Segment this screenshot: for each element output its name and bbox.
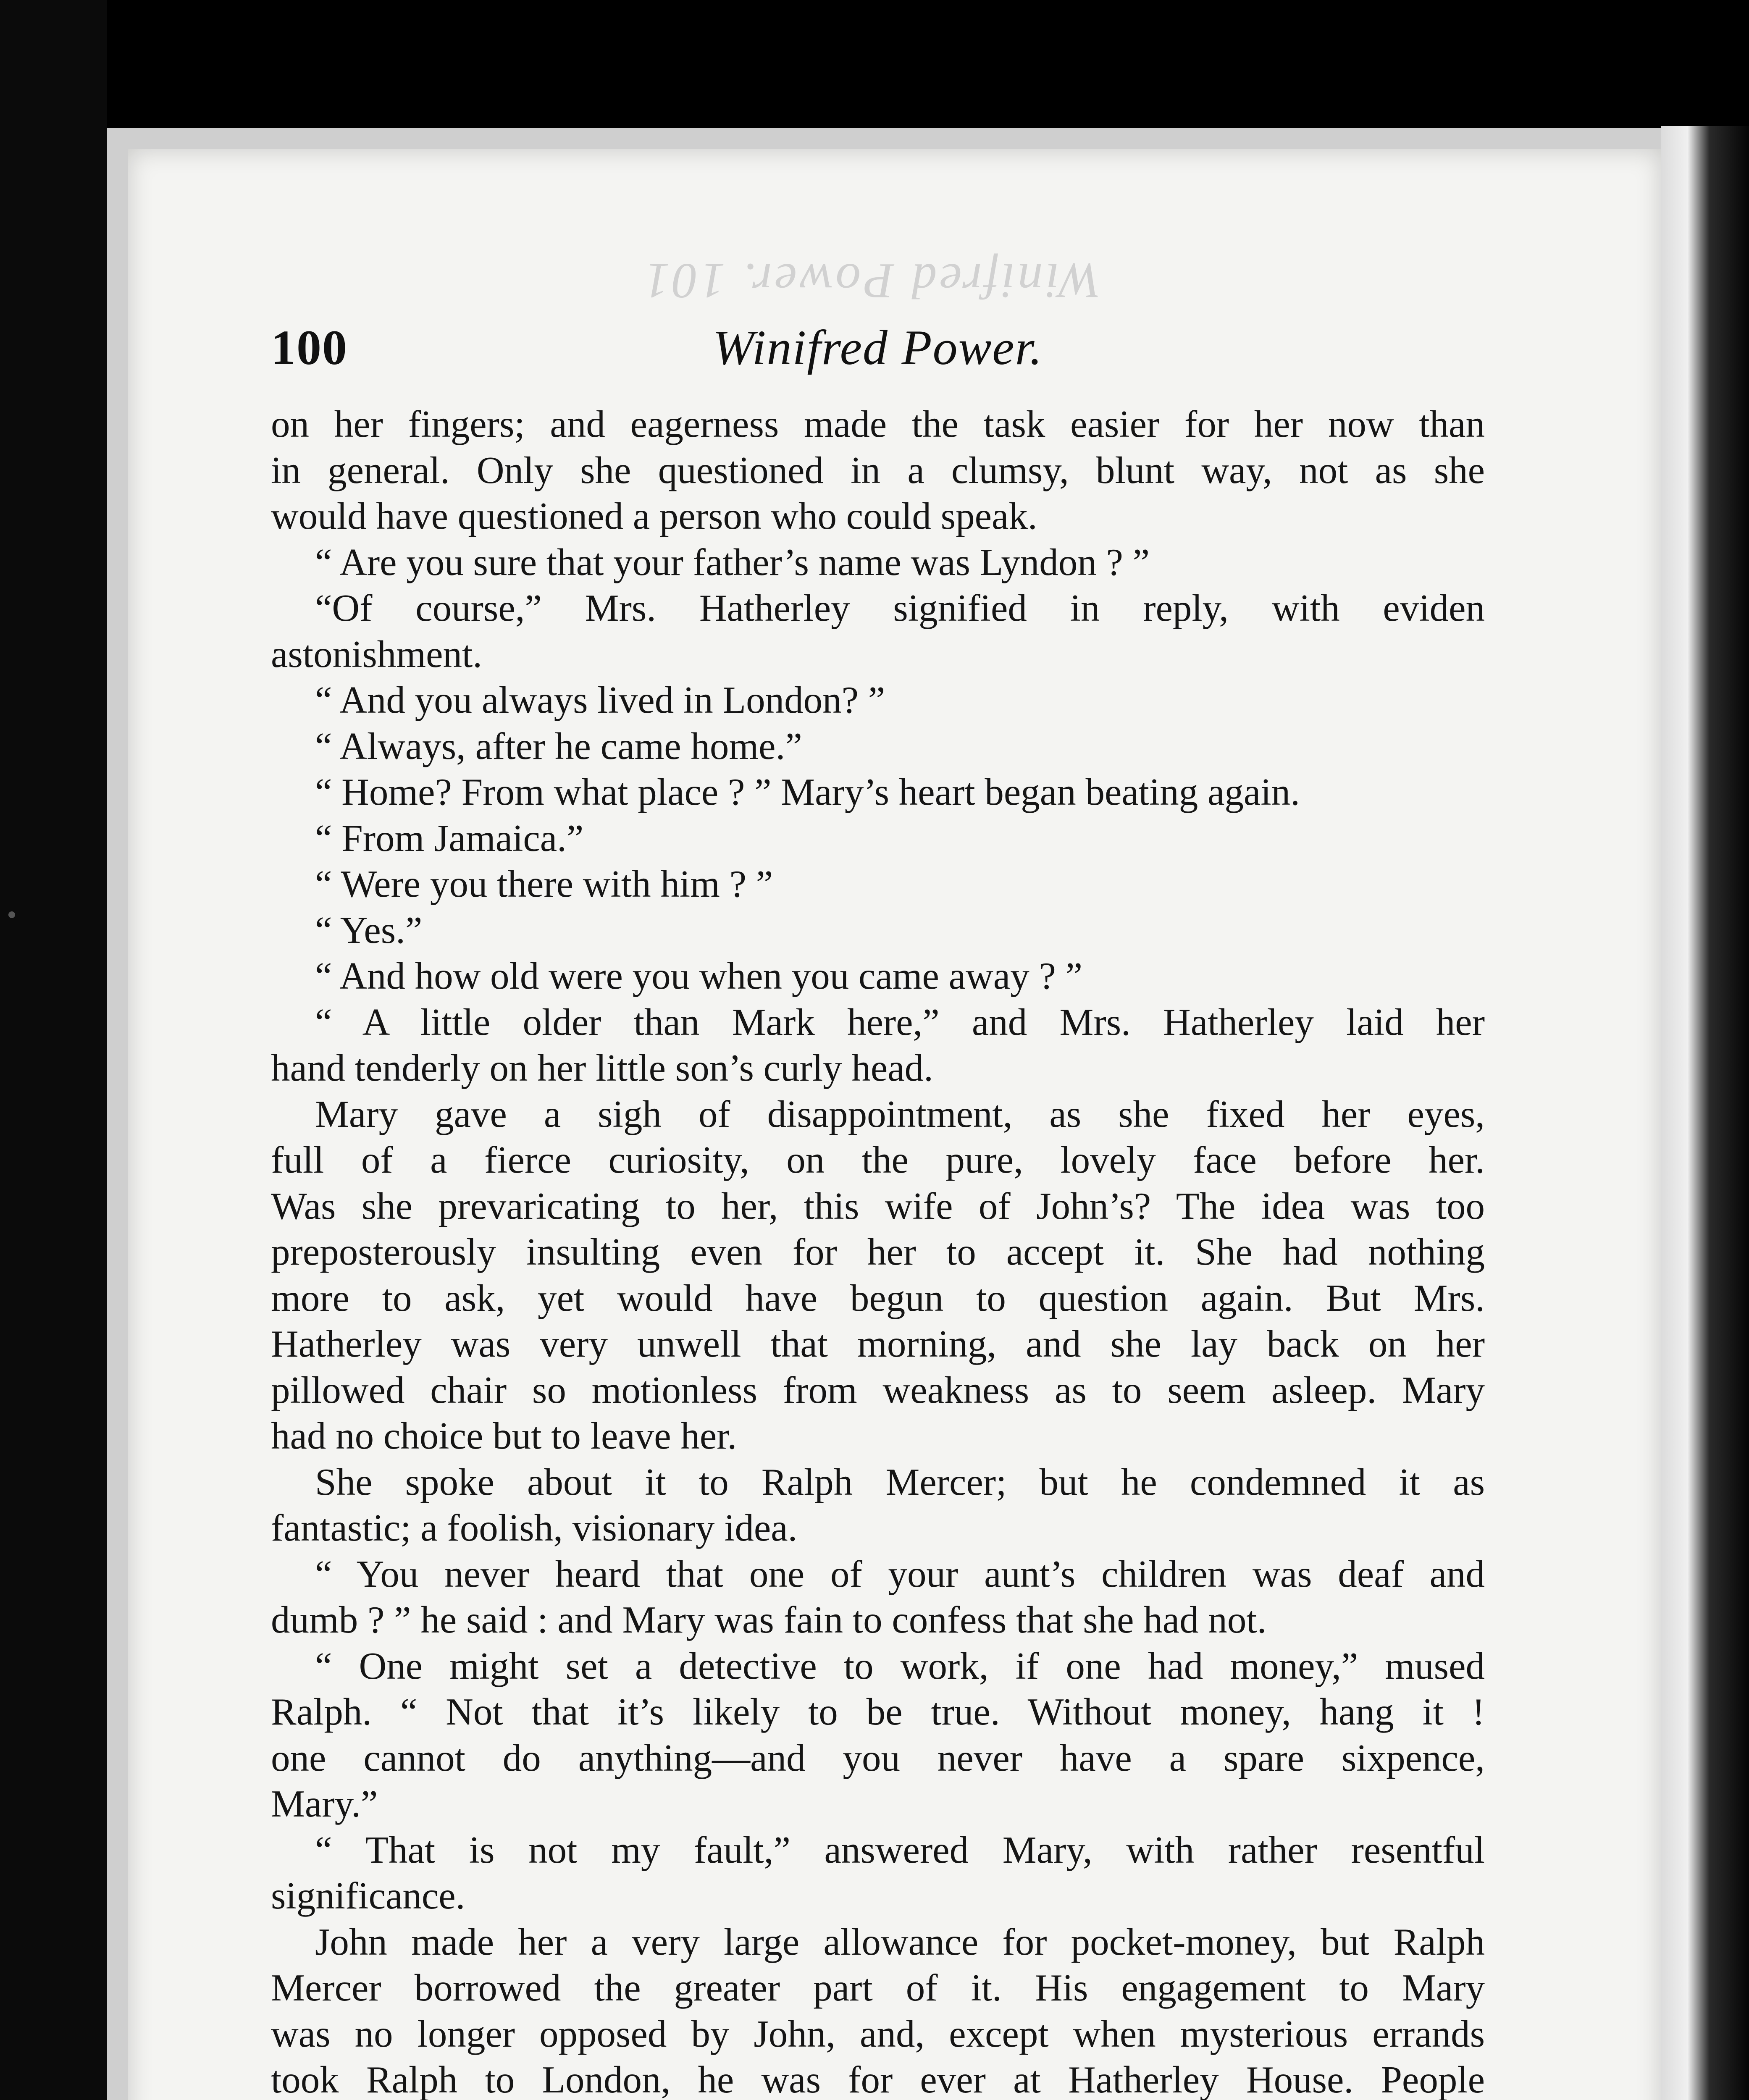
text-line: astonishment. xyxy=(271,633,482,675)
text-line: pillowed chair so motionless from weakness as to seem asleep. Mary xyxy=(271,1368,1485,1411)
text-line: “ One might set a detective to work, if one had money,” mused xyxy=(315,1644,1485,1687)
bleed-through-header: Winifred Power. 101 xyxy=(642,253,1101,309)
text-line: “ And how old were you when you came away ? ” xyxy=(315,955,1082,997)
text-line: more to ask, yet would have begun to question again. But Mrs. xyxy=(271,1276,1485,1319)
text-line: dumb ? ” he said : and Mary was fain to confess that she had not. xyxy=(271,1599,1267,1641)
text-line: “Of course,” Mrs. Hatherley signified in reply, with eviden xyxy=(315,587,1485,629)
text-line: was no longer opposed by John, and, except when mysterious errands xyxy=(271,2012,1485,2055)
body-text xyxy=(271,401,1485,2100)
text-line: “ Always, after he came home.” xyxy=(315,724,802,767)
text-line: Mercer borrowed the greater part of it. His engagement to Mary xyxy=(271,1966,1485,2009)
scan-left-edge xyxy=(0,0,107,2100)
text-line: significance. xyxy=(271,1874,465,1917)
text-line: “ Home? From what place ? ” Mary’s heart began beating again. xyxy=(315,771,1300,813)
text-line: John made her a very large allowance for pocket-money, but Ralph xyxy=(315,1920,1485,1963)
text-line: Mary.” xyxy=(271,1782,378,1825)
text-line: one cannot do anything—and you never have a spare sixpence, xyxy=(271,1736,1485,1779)
text-line: “ A little older than Mark here,” and Mrs. Hatherley laid her xyxy=(315,1000,1485,1043)
text-line: She spoke about it to Ralph Mercer; but he condemned it as xyxy=(315,1460,1485,1503)
book-binding-edge xyxy=(1661,126,1749,2100)
page-number: 100 xyxy=(271,320,348,375)
dust-speck xyxy=(8,911,15,918)
text-line: full of a fierce curiosity, on the pure, lovely face before her. xyxy=(271,1139,1485,1181)
text-line: “ And you always lived in London? ” xyxy=(315,679,885,721)
text-line: “ That is not my fault,” answered Mary, with rather resentful xyxy=(315,1828,1485,1871)
text-line: “ Yes.” xyxy=(315,908,423,951)
running-head xyxy=(271,319,1485,382)
text-line: in general. Only she questioned in a clumsy, blunt way, not as she xyxy=(271,449,1485,491)
text-line: Was she prevaricating to her, this wife of John’s? The idea was too xyxy=(271,1184,1485,1227)
text-line: fantastic; a foolish, visionary idea. xyxy=(271,1507,798,1549)
text-line: Mary gave a sigh of disappointment, as she fixed her eyes, xyxy=(315,1092,1485,1135)
text-line: had no choice but to leave her. xyxy=(271,1415,737,1457)
text-line: on her fingers; and eagerness made the task easier for her now than xyxy=(271,403,1485,445)
book-title: Winifred Power. xyxy=(712,320,1043,375)
text-line: took Ralph to London, he was for ever at Hatherley House. People xyxy=(271,2058,1485,2100)
text-line: Hatherley was very unwell that morning, and she lay back on her xyxy=(271,1323,1485,1365)
text-line: “ You never heard that one of your aunt’s children was deaf and xyxy=(315,1552,1485,1595)
text-line: hand tenderly on her little son’s curly head. xyxy=(271,1047,933,1089)
text-line: preposterously insulting even for her to accept it. She had nothing xyxy=(271,1231,1485,1273)
text-line: “ Are you sure that your father’s name was Lyndon ? ” xyxy=(315,541,1150,583)
text-line: “ From Jamaica.” xyxy=(315,816,584,859)
text-line: Ralph. “ Not that it’s likely to be true. Without money, hang it ! xyxy=(271,1690,1485,1733)
text-line: “ Were you there with him ? ” xyxy=(315,863,773,905)
text-line: would have questioned a person who could speak. xyxy=(271,495,1037,537)
